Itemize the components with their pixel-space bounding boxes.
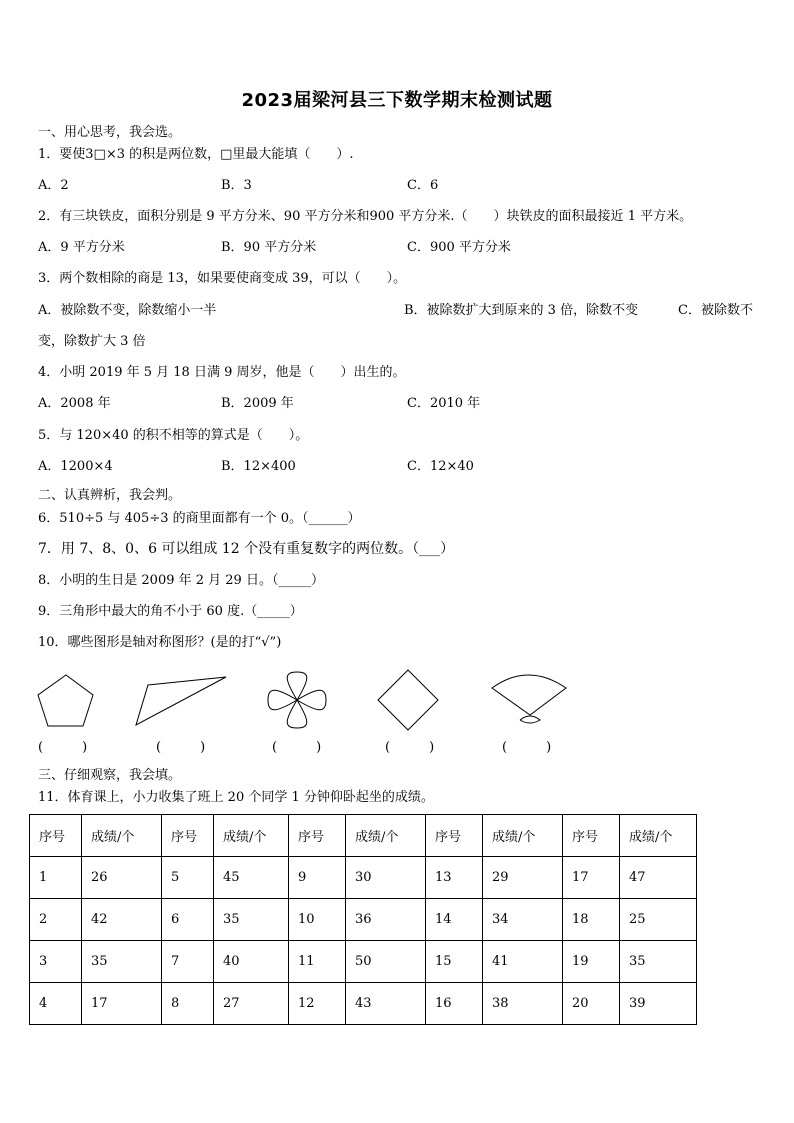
section-3-heading: 三、仔细观察，我会填。	[38, 768, 182, 783]
question-5-option-b: B．12×400	[221, 459, 296, 474]
table-cell: 30	[346, 857, 426, 899]
shape-5-answer-blank[interactable]: ( )	[502, 740, 552, 755]
table-cell: 13	[426, 857, 483, 899]
section-1-heading: 一、用心思考，我会选。	[38, 125, 182, 140]
question-2-option-b: B．90 平方分米	[221, 240, 317, 255]
question-4-option-a: A．2008 年	[38, 396, 111, 411]
symmetry-shapes	[0, 660, 794, 735]
table-cell: 19	[563, 941, 620, 983]
question-3-option-b: B．被除数扩大到原来的 3 倍，除数不变	[404, 303, 639, 318]
shape-2-answer-blank[interactable]: ( )	[156, 740, 206, 755]
table-cell: 6	[162, 899, 214, 941]
table-cell: 1	[30, 857, 82, 899]
table-cell: 35	[620, 941, 697, 983]
table-header-row	[30, 815, 697, 857]
table-cell: 5	[162, 857, 214, 899]
fan-shape	[492, 675, 566, 723]
table-row	[30, 857, 697, 899]
pentagon-shape	[38, 675, 93, 726]
table-cell: 17	[563, 857, 620, 899]
table-cell: 3	[30, 941, 82, 983]
shape-3-answer-blank[interactable]: ( )	[272, 740, 322, 755]
table-cell: 45	[214, 857, 289, 899]
page-title: 2023届梁河县三下数学期末检测试题	[241, 90, 553, 111]
question-11: 11．体育课上，小力收集了班上 20 个同学 1 分钟仰卧起坐的成绩。	[38, 790, 434, 805]
table-cell: 36	[346, 899, 426, 941]
table-header-cell: 成绩/个	[346, 815, 426, 857]
question-5-stem: 5．与 120×40 的积不相等的算式是（ ）。	[38, 428, 309, 443]
table-cell: 43	[346, 983, 426, 1025]
table-cell: 9	[289, 857, 346, 899]
table-header-cell: 序号	[426, 815, 483, 857]
table-cell: 40	[214, 941, 289, 983]
table-cell: 50	[346, 941, 426, 983]
question-2-stem: 2．有三块铁皮，面积分别是 9 平方分米、90 平方分米和900 平方分米.（ ）块铁皮的面积最接近 1 平方米。	[38, 209, 693, 224]
table-cell: 42	[82, 899, 162, 941]
table-header-cell: 序号	[289, 815, 346, 857]
question-4-stem: 4．小明 2019 年 5 月 18 日满 9 周岁，他是（ ）出生的。	[38, 365, 406, 380]
table-cell: 38	[483, 983, 563, 1025]
table-cell: 4	[30, 983, 82, 1025]
question-3-option-a: A．被除数不变，除数缩小一半	[38, 303, 217, 318]
situp-scores-table	[29, 814, 697, 1025]
table-cell: 10	[289, 899, 346, 941]
question-1-option-b: B．3	[221, 178, 252, 193]
table-header-cell: 成绩/个	[620, 815, 697, 857]
table-cell: 35	[82, 941, 162, 983]
section-2-heading: 二、认真辨析，我会判。	[38, 488, 182, 503]
table-cell: 26	[82, 857, 162, 899]
table-row	[30, 899, 697, 941]
table-cell: 16	[426, 983, 483, 1025]
question-2-option-a: A．9 平方分米	[38, 240, 125, 255]
table-header-cell: 成绩/个	[483, 815, 563, 857]
table-cell: 14	[426, 899, 483, 941]
question-10: 10．哪些图形是轴对称图形？(是的打“√”)	[38, 635, 282, 650]
question-1-stem: 1．要使3□×3 的积是两位数，□里最大能填（ ）.	[38, 147, 354, 162]
question-2-option-c: C．900 平方分米	[407, 240, 511, 255]
question-5-option-a: A．1200×4	[38, 459, 113, 474]
table-cell: 25	[620, 899, 697, 941]
table-cell: 47	[620, 857, 697, 899]
table-cell: 34	[483, 899, 563, 941]
question-4-option-b: B．2009 年	[221, 396, 294, 411]
table-header-cell: 成绩/个	[82, 815, 162, 857]
question-3-option-c-part1: C．被除数不	[678, 303, 753, 318]
irregular-triangle-shape	[136, 677, 226, 725]
question-3-stem: 3．两个数相除的商是 13，如果要使商变成 39，可以（ ）。	[38, 271, 407, 286]
table-cell: 15	[426, 941, 483, 983]
table-cell: 7	[162, 941, 214, 983]
table-cell: 35	[214, 899, 289, 941]
table-cell: 18	[563, 899, 620, 941]
question-9: 9．三角形中最大的角不小于 60 度.（_____）	[38, 604, 303, 619]
table-header-cell: 序号	[30, 815, 82, 857]
question-1-option-a: A．2	[38, 178, 69, 193]
table-cell: 27	[214, 983, 289, 1025]
table-header-cell: 成绩/个	[214, 815, 289, 857]
table-cell: 2	[30, 899, 82, 941]
four-leaf-flower-shape	[268, 672, 326, 728]
table-cell: 12	[289, 983, 346, 1025]
table-cell: 41	[483, 941, 563, 983]
question-6: 6．510÷5 与 405÷3 的商里面都有一个 0。（______）	[38, 511, 361, 526]
table-header-cell: 序号	[563, 815, 620, 857]
table-cell: 8	[162, 983, 214, 1025]
table-cell: 20	[563, 983, 620, 1025]
table-cell: 11	[289, 941, 346, 983]
question-1-option-c: C．6	[407, 178, 439, 193]
shape-4-answer-blank[interactable]: ( )	[385, 740, 435, 755]
question-4-option-c: C．2010 年	[407, 396, 481, 411]
question-3-option-c-part2: 变，除数扩大 3 倍	[38, 334, 146, 349]
table-row	[30, 941, 697, 983]
table-header-cell: 序号	[162, 815, 214, 857]
question-7: 7．用 7、8、0、6 可以组成 12 个没有重复数字的两位数。（___）	[38, 541, 455, 557]
diamond-shape	[378, 670, 438, 730]
question-5-option-c: C．12×40	[407, 459, 474, 474]
table-row	[30, 983, 697, 1025]
table-cell: 17	[82, 983, 162, 1025]
table-cell: 39	[620, 983, 697, 1025]
shape-1-answer-blank[interactable]: ( )	[38, 740, 88, 755]
table-cell: 29	[483, 857, 563, 899]
question-8: 8．小明的生日是 2009 年 2 月 29 日。（_____）	[38, 573, 324, 588]
